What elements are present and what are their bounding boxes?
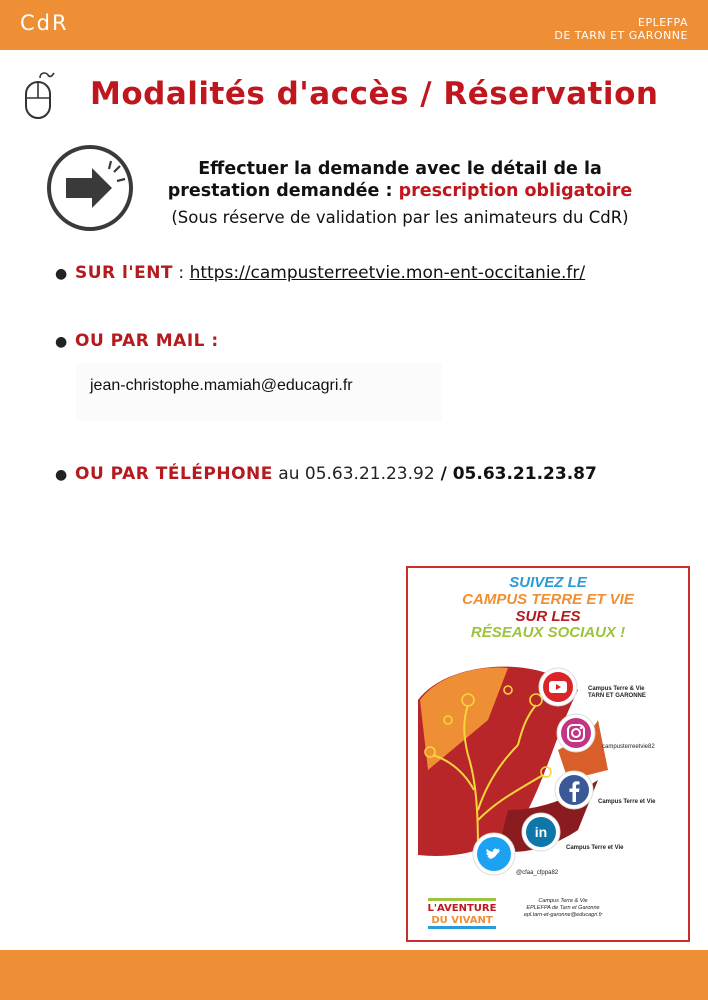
email-address[interactable]: jean-christophe.mamiah@educagri.fr bbox=[90, 377, 353, 394]
top-banner bbox=[0, 0, 708, 50]
poster-footer-3: epl.tarn-et-garonne@educagri.fr bbox=[523, 912, 603, 918]
phone-separator: / bbox=[434, 464, 453, 484]
arrow-cursor-icon bbox=[46, 144, 136, 234]
phone-access-item bbox=[55, 464, 597, 484]
linkedin-label: Campus Terre et Vie bbox=[566, 845, 624, 851]
phone-label: OU PAR TÉLÉPHONE bbox=[75, 464, 273, 484]
twitter-icon[interactable] bbox=[472, 832, 516, 876]
bullet-dot: ● bbox=[55, 467, 68, 483]
email-box bbox=[76, 363, 442, 421]
instruction-line-1: Effectuer la demande avec le détail de la bbox=[198, 159, 602, 179]
instruction-separator: : bbox=[379, 181, 399, 201]
aventure-du-vivant-logo bbox=[428, 898, 496, 932]
mail-access-item bbox=[55, 331, 219, 351]
ent-label: SUR l'ENT bbox=[75, 263, 174, 283]
poster-footer bbox=[508, 898, 618, 919]
twitter-label: @cfaa_cfppa82 bbox=[516, 870, 559, 876]
linkedin-icon[interactable] bbox=[521, 812, 561, 852]
poster-footer-2: EPLEFPA de Tarn et Garonne bbox=[526, 905, 600, 911]
brand-label: CdR bbox=[20, 11, 69, 35]
org-line-1: EPLEFPA bbox=[638, 16, 688, 29]
bullet-dot: ● bbox=[55, 266, 68, 282]
svg-text:L'AVENTURE: L'AVENTURE bbox=[428, 903, 496, 914]
youtube-label-1: Campus Terre & Vie bbox=[588, 686, 645, 692]
phone-number-2[interactable]: 05.63.21.23.87 bbox=[452, 464, 597, 484]
instagram-icon[interactable] bbox=[556, 713, 596, 753]
ent-access-item bbox=[55, 263, 585, 283]
facebook-label: Campus Terre et Vie bbox=[598, 799, 656, 805]
instagram-label: campusterreetvie82 bbox=[602, 744, 655, 750]
instruction-prestation: prestation demandée bbox=[167, 181, 380, 201]
page-title: Modalités d'accès / Réservation bbox=[90, 76, 659, 112]
bullet-dot: ● bbox=[55, 334, 68, 350]
instruction-line-2 bbox=[140, 180, 660, 202]
svg-text:DU VIVANT: DU VIVANT bbox=[431, 915, 493, 926]
validation-note: (Sous réserve de validation par les animateurs du CdR) bbox=[171, 208, 629, 227]
facebook-icon[interactable] bbox=[554, 770, 594, 810]
poster-line-2: CAMPUS TERRE ET VIE bbox=[462, 591, 634, 608]
poster-footer-1: Campus Terre & Vie bbox=[538, 898, 588, 904]
social-media-poster bbox=[406, 566, 690, 942]
request-instructions bbox=[140, 158, 660, 229]
instruction-prescription: prescription obligatoire bbox=[398, 181, 633, 201]
organization-name bbox=[554, 16, 688, 42]
phone-number-1[interactable]: 05.63.21.23.92 bbox=[304, 464, 435, 484]
poster-line-3: SUR LES bbox=[515, 608, 581, 625]
youtube-label bbox=[588, 686, 646, 700]
org-line-2: DE TARN ET GARONNE bbox=[554, 29, 688, 42]
ent-separator: : bbox=[173, 263, 190, 283]
youtube-icon[interactable] bbox=[538, 667, 578, 707]
phone-connector: au bbox=[272, 464, 305, 484]
svg-text:in: in bbox=[534, 824, 548, 840]
poster-line-1: SUIVEZ LE bbox=[509, 574, 587, 591]
mouse-icon bbox=[22, 70, 58, 122]
bottom-banner bbox=[0, 950, 708, 1000]
mail-label: OU PAR MAIL : bbox=[75, 331, 219, 351]
ent-link[interactable]: https://campusterreetvie.mon-ent-occitanie.fr/ bbox=[189, 263, 586, 283]
youtube-label-2: TARN ET GARONNE bbox=[588, 693, 646, 699]
poster-line-4: RÉSEAUX SOCIAUX ! bbox=[470, 624, 626, 641]
